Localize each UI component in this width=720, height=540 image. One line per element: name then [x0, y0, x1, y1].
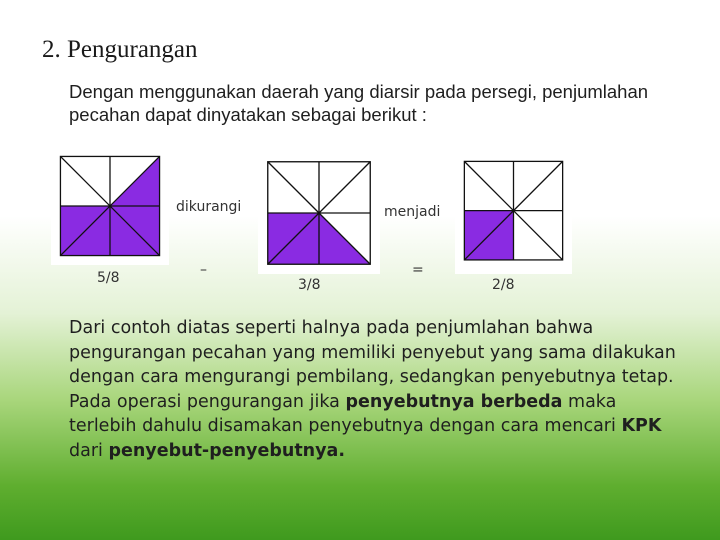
fraction-label-2: 3/8 [298, 277, 321, 293]
fraction-square-2-8 [455, 152, 572, 274]
operator-word-dikurangi: dikurangi [176, 199, 242, 215]
body-text-1: Dari contoh diatas seperti halnya pada penjumlahan bahwa pengurangan pecahan yang memiliki penyebut yang sama dilakukan dengan cara mengurangi pembilang, sedangkan penyebutnya tetap. Pada operasi pengurangan jika [69, 318, 676, 412]
body-text-2: maka terlebih dahulu disamakan penyebutnya dengan cara mencari [69, 391, 622, 436]
fraction-label-1: 5/8 [97, 270, 120, 286]
slide-title: 2. Pengurangan [42, 36, 198, 63]
fraction-square-3-8 [258, 152, 380, 274]
body-bold-penyebut-berbeda: penyebutnya berbeda [345, 391, 563, 412]
explanation-paragraph [69, 316, 689, 463]
fraction-square-5-8 [51, 147, 169, 265]
operator-word-menjadi: menjadi [384, 204, 441, 220]
body-bold-kpk: KPK [621, 416, 662, 436]
operator-minus: – [200, 262, 207, 278]
fraction-label-3: 2/8 [492, 277, 515, 293]
intro-text: Dengan menggunakan daerah yang diarsir pada persegi, penjumlahan pecahan dapat dinyatakan sebagai berikut : [69, 81, 649, 125]
operator-equals: = [412, 262, 424, 278]
body-bold-penyebut-penyebutnya: penyebut-penyebutnya. [108, 440, 346, 461]
body-text-3: dari [69, 440, 109, 461]
